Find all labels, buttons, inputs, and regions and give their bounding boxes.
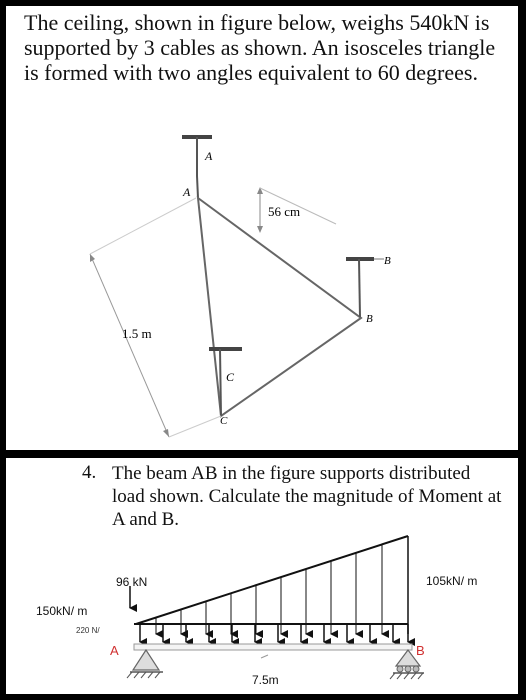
uniform-load [134,624,408,642]
corner-c-label: C [220,415,228,427]
ceiling-figure [6,6,518,450]
corner-b-label: B [366,313,373,325]
triangular-load [136,536,408,634]
problem-4-statement: The beam AB in the figure supports distributed load shown. Calculate the magnitude of Moment at A and B. [112,463,502,530]
support-a-label: A [110,643,119,658]
anchor-a-label: A [205,149,213,163]
beam-figure [6,458,518,694]
right-intensity-label: 105kN/ m [426,574,478,588]
corner-a-label: A [183,185,191,199]
problem-4-number: 4. [82,462,97,483]
dimension-1-5m-label: 1.5 m [122,326,152,341]
problem-4-panel [6,458,518,694]
anchor-c-label: C [226,370,235,384]
dimension-56cm-label: 56 cm [268,204,301,219]
point-load-label: 96 kN [116,575,148,589]
cable-a [197,176,198,198]
anchor-b-label: B [384,255,391,267]
beam [134,644,412,650]
support-b-label: B [416,643,425,658]
support-a-icon [127,650,163,678]
left-intensity-label: 150kN/ m [36,604,88,618]
problem-1-statement: The ceiling, shown in figure below, weighs 540kN is supported by 3 cables as shown. An isosceles triangle is formed with two angles equivalent to 60 degrees. [24,10,496,85]
problem-1-panel [6,6,518,450]
span-label: 7.5m [252,673,279,687]
triangle-plate [198,198,361,416]
left-small-label: 220 N/ [76,626,100,635]
anchor-b-icon [346,259,384,317]
